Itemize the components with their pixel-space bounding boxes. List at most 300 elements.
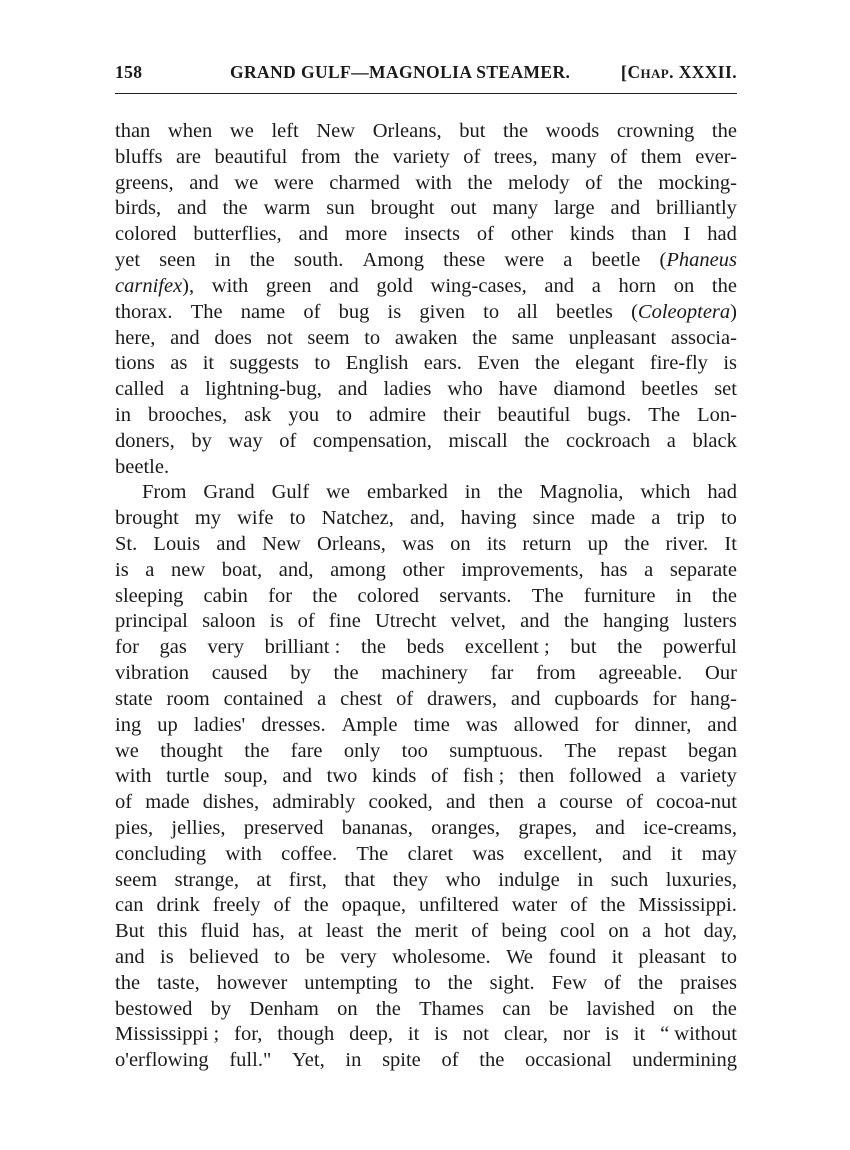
text-line: [115, 403, 737, 429]
word: ice-creams,: [643, 816, 737, 839]
word: Mississippi ;: [115, 1023, 220, 1046]
word: a: [651, 507, 661, 530]
word: a: [145, 558, 155, 581]
word: it: [407, 1023, 420, 1046]
text-line: [115, 300, 737, 326]
word: the: [524, 429, 550, 452]
word: a: [591, 274, 601, 297]
word: and: [337, 378, 368, 401]
header-rule: [115, 93, 737, 94]
word: concluding: [115, 842, 207, 865]
word: to: [336, 403, 353, 426]
word: chest: [340, 687, 383, 710]
word: elegant: [575, 352, 635, 375]
text-line: [115, 119, 737, 145]
word: bluffs: [115, 145, 163, 168]
word: kinds: [371, 765, 417, 788]
word: of: [625, 791, 644, 814]
text-line: [115, 661, 737, 687]
chapter-number: . XXXII.: [669, 62, 737, 82]
word: the: [244, 739, 270, 762]
word: fish ;: [462, 765, 505, 788]
word: admirably: [272, 791, 356, 814]
word: Natchez,: [321, 507, 394, 530]
word: We: [506, 946, 533, 968]
word: colored: [357, 584, 419, 607]
word: the: [497, 481, 523, 504]
word: with: [415, 171, 452, 194]
word: Grand: [203, 481, 255, 504]
word: Among: [362, 249, 425, 272]
word: for,: [234, 1023, 263, 1046]
word: fire-fly: [649, 352, 708, 375]
word: to: [483, 300, 500, 323]
word: bugs.: [587, 403, 632, 426]
word: on: [450, 533, 471, 555]
word: on: [337, 997, 358, 1020]
word: the: [711, 997, 737, 1020]
word: grapes,: [518, 816, 577, 839]
word: (: [659, 249, 667, 272]
word: variety: [392, 145, 450, 168]
word: New: [316, 120, 356, 142]
word: however: [216, 971, 288, 994]
word: of: [279, 429, 297, 452]
word: from: [536, 662, 576, 685]
word: insects: [404, 223, 460, 246]
word: sumptuous.: [449, 739, 544, 762]
text-line: [115, 248, 737, 274]
word: bananas,: [341, 816, 413, 839]
word: fluid: [200, 920, 240, 943]
text-line: [115, 868, 737, 894]
word: to: [314, 352, 331, 375]
word: beautiful: [214, 145, 288, 168]
text-line: [115, 429, 737, 455]
word: greens,: [115, 171, 174, 194]
text-line: [115, 713, 737, 739]
word: colored: [115, 223, 177, 246]
word: believed: [189, 946, 259, 968]
word: The: [648, 403, 681, 426]
word: dresses.: [261, 713, 326, 736]
word: thought: [160, 739, 223, 762]
word: cool: [559, 920, 596, 943]
text-line: [115, 558, 737, 584]
word: and: [595, 816, 625, 839]
word: the: [376, 920, 402, 943]
word: of: [585, 171, 603, 194]
text-line: [115, 377, 737, 403]
word: the: [624, 533, 650, 555]
word: in: [675, 584, 692, 607]
word: deep,: [349, 1023, 393, 1046]
word: But: [115, 920, 145, 943]
word: than: [631, 223, 667, 246]
word: brought: [370, 197, 435, 220]
word: of: [476, 223, 494, 246]
word: the: [249, 249, 275, 272]
word: lusters: [683, 610, 737, 633]
word: brought: [115, 507, 179, 530]
text-line: [115, 609, 737, 635]
word: diamond: [553, 378, 626, 401]
word: it: [202, 352, 215, 375]
word: you: [288, 403, 320, 426]
word: the: [333, 662, 359, 685]
word: in: [115, 403, 131, 426]
word: it: [670, 842, 683, 865]
word: the: [222, 197, 248, 220]
chapter-smallcaps: HAP: [640, 66, 670, 81]
word: From: [142, 481, 187, 504]
word: drink: [156, 894, 200, 917]
word: a: [666, 429, 676, 452]
word: melody: [508, 171, 570, 194]
word: hot: [664, 920, 691, 943]
word-group: [660, 248, 737, 274]
word: Magnolia,: [539, 481, 624, 504]
word: New: [262, 533, 301, 555]
word: and: [298, 223, 329, 246]
word: does: [214, 326, 252, 349]
word: turtle: [166, 765, 210, 788]
word: them: [640, 145, 682, 168]
word: unpleasant: [568, 326, 657, 349]
word: can: [502, 997, 531, 1020]
word: a: [656, 765, 666, 788]
word: the: [447, 971, 473, 994]
word: is: [160, 946, 174, 968]
word: on: [608, 920, 629, 943]
word: ask: [244, 403, 272, 426]
word: by: [191, 429, 212, 452]
word: Orleans,: [317, 533, 386, 555]
word: kinds: [569, 223, 615, 246]
word: with: [115, 765, 152, 788]
word: occasional: [525, 1049, 612, 1072]
word: water: [511, 894, 558, 917]
word: made: [590, 507, 636, 530]
word: but: [459, 120, 486, 142]
word: dinner,: [634, 713, 692, 736]
word: from: [300, 145, 341, 168]
word: opaque,: [341, 894, 406, 917]
word: separate: [669, 558, 737, 581]
word: the: [472, 326, 498, 349]
word: praises: [680, 971, 737, 994]
word: fine: [328, 610, 361, 633]
word: beetles: [641, 378, 699, 401]
text-line: [115, 274, 737, 300]
word: the: [711, 584, 737, 607]
word: is: [115, 558, 129, 581]
word: very: [340, 946, 377, 968]
word: lightning-bug,: [205, 378, 322, 401]
word: seen: [159, 249, 196, 272]
word: being: [501, 920, 547, 943]
word: cabin: [203, 584, 248, 607]
word: be: [548, 997, 569, 1020]
word: strange,: [174, 868, 239, 891]
word: seem: [307, 326, 350, 349]
word: and: [621, 842, 652, 865]
word: have: [498, 378, 538, 401]
text-line: [115, 351, 737, 377]
word: began: [688, 739, 737, 762]
word: is: [269, 610, 284, 633]
word: hanging: [603, 610, 670, 633]
text-line: [115, 971, 737, 997]
word: furniture: [583, 584, 656, 607]
text-line: [115, 1048, 737, 1074]
word: with: [225, 842, 262, 865]
word: were: [504, 249, 545, 272]
word: luxuries,: [665, 868, 737, 891]
word-group: [631, 300, 737, 326]
word: more: [345, 223, 388, 246]
word: ),: [182, 274, 195, 297]
text-line: [115, 687, 737, 713]
word: which: [640, 481, 691, 504]
word: crowning: [616, 120, 695, 142]
word: the: [711, 120, 737, 142]
word: brooches,: [147, 403, 228, 426]
text-line: [115, 945, 737, 971]
word: has: [600, 558, 628, 581]
word: machinery: [381, 662, 468, 685]
word: and: [282, 765, 313, 788]
word: and: [520, 610, 550, 633]
word: too: [401, 739, 428, 762]
word: among: [330, 558, 386, 581]
word: birds,: [115, 197, 162, 220]
word: and,: [409, 507, 445, 530]
word: and: [189, 171, 219, 194]
word: agreeable.: [598, 662, 683, 685]
word: by: [290, 662, 311, 685]
word: was: [465, 713, 498, 736]
word: admire: [369, 403, 426, 426]
word: lavished: [586, 997, 655, 1020]
word: is: [605, 1023, 619, 1046]
word: doners,: [115, 429, 175, 452]
word: way: [228, 429, 263, 452]
word: first,: [288, 868, 327, 891]
word: and: [329, 274, 359, 297]
word: for: [115, 636, 139, 659]
word: has,: [252, 920, 285, 943]
word: and: [510, 687, 541, 710]
word: and: [177, 197, 207, 220]
text-line: [115, 635, 737, 661]
word: other: [402, 558, 445, 581]
word: Thames: [419, 997, 485, 1020]
word: of: [570, 894, 588, 917]
word: compensation,: [312, 429, 432, 452]
word: the: [637, 971, 664, 994]
word: sight.: [489, 971, 535, 994]
word: may: [701, 842, 737, 865]
word: to: [720, 507, 737, 530]
word: of: [273, 894, 291, 917]
word: green: [265, 274, 312, 297]
word: with: [211, 274, 249, 297]
word: and: [216, 533, 246, 555]
chapter-reference: [621, 62, 737, 85]
word: river.: [665, 533, 709, 555]
word: a: [644, 558, 654, 581]
text-line: [115, 145, 737, 171]
word: bestowed: [115, 997, 193, 1020]
word: dishes,: [202, 791, 260, 814]
word: merit: [414, 920, 458, 943]
text-line: [115, 816, 737, 842]
word: the: [711, 274, 737, 297]
word: we: [115, 739, 139, 762]
word: ladies': [193, 713, 246, 736]
word: beetles: [555, 300, 613, 323]
word: Ample: [341, 713, 398, 736]
text-line: [115, 171, 737, 197]
word: of: [603, 971, 621, 994]
word: the: [617, 636, 643, 659]
word: of: [431, 765, 449, 788]
word: of: [441, 1049, 459, 1072]
word: for: [268, 584, 293, 607]
word: and,: [278, 558, 314, 581]
word: boat,: [221, 558, 263, 581]
word: ladies: [383, 378, 432, 401]
word-group: [115, 274, 194, 300]
word: the: [479, 1049, 505, 1072]
word: up: [587, 533, 609, 555]
word: cockroach: [565, 429, 651, 452]
word: vibration: [115, 662, 190, 685]
word: two: [326, 765, 358, 788]
word: the: [617, 171, 643, 194]
word: and: [115, 946, 145, 968]
word: beautiful: [497, 403, 571, 426]
word: English: [345, 352, 409, 375]
word: wing-cases,: [430, 274, 527, 297]
word: return: [522, 533, 572, 555]
word: freely: [212, 894, 261, 917]
text-line: [115, 739, 737, 765]
word: ears.: [423, 352, 462, 375]
word: called: [115, 378, 164, 401]
word: oranges,: [431, 816, 501, 839]
word: The: [190, 300, 223, 323]
word: charmed: [329, 171, 400, 194]
word: trees,: [493, 145, 538, 168]
word: we: [326, 481, 351, 504]
word: it: [611, 946, 623, 968]
word: claret: [407, 842, 454, 865]
word: ever-: [695, 145, 737, 168]
word: (: [631, 300, 638, 323]
word: on: [673, 997, 694, 1020]
word: its: [486, 533, 507, 555]
word: when: [167, 120, 213, 142]
word: least: [325, 920, 364, 943]
word: as: [170, 352, 188, 375]
word: undermining: [632, 1049, 737, 1072]
word: principal: [115, 610, 188, 633]
italic-word: Phaneus: [666, 249, 737, 272]
word: woods: [545, 120, 600, 142]
word: all: [517, 300, 538, 323]
text-line: [115, 196, 737, 222]
word: It: [724, 533, 737, 555]
word: of: [463, 145, 481, 168]
word: a: [563, 249, 573, 272]
word: Louis: [153, 533, 201, 555]
word: the: [563, 610, 589, 633]
word: clear,: [503, 1023, 549, 1046]
word: the: [375, 997, 401, 1020]
word: here,: [115, 326, 156, 349]
word: tions: [115, 352, 155, 375]
word: ing: [115, 713, 142, 736]
text-line: [115, 790, 737, 816]
word: saloon: [202, 610, 256, 633]
word: velvet,: [450, 610, 506, 633]
word: of: [610, 145, 628, 168]
word: contained: [223, 687, 304, 710]
text-line: [115, 506, 737, 532]
word: my: [194, 507, 222, 530]
word: on: [673, 274, 695, 297]
word: Utrecht: [374, 610, 437, 633]
word: a: [537, 791, 547, 814]
word: state: [115, 687, 153, 710]
word: we: [229, 120, 254, 142]
word: unfiltered: [418, 894, 499, 917]
word: beetle.: [115, 455, 170, 478]
word: made: [145, 791, 190, 814]
word: the: [312, 584, 338, 607]
word: the: [354, 145, 380, 168]
word: variety: [680, 765, 737, 788]
word: I: [683, 223, 691, 246]
word: same: [511, 326, 554, 349]
word: out: [450, 197, 477, 220]
word: spite: [382, 1049, 421, 1072]
word: ): [730, 300, 737, 323]
text-line: [115, 893, 737, 919]
word: to: [289, 507, 306, 530]
text-line: [115, 532, 737, 558]
chapter-initial: C: [627, 62, 641, 82]
word: associa-: [670, 326, 737, 349]
word: o'erflowing: [115, 1049, 209, 1072]
word: for: [594, 713, 619, 736]
word: very: [207, 636, 244, 659]
word: gas: [159, 636, 187, 659]
word: not: [266, 326, 293, 349]
word: the: [303, 894, 329, 917]
italic-word: carnifex: [115, 274, 183, 297]
word: given: [419, 300, 465, 323]
word: and: [445, 791, 476, 814]
word: having: [460, 507, 517, 530]
word: other: [510, 223, 553, 246]
word: and: [610, 197, 641, 220]
word: that: [344, 868, 376, 891]
word: thorax.: [115, 300, 173, 323]
word: day,: [703, 920, 737, 943]
